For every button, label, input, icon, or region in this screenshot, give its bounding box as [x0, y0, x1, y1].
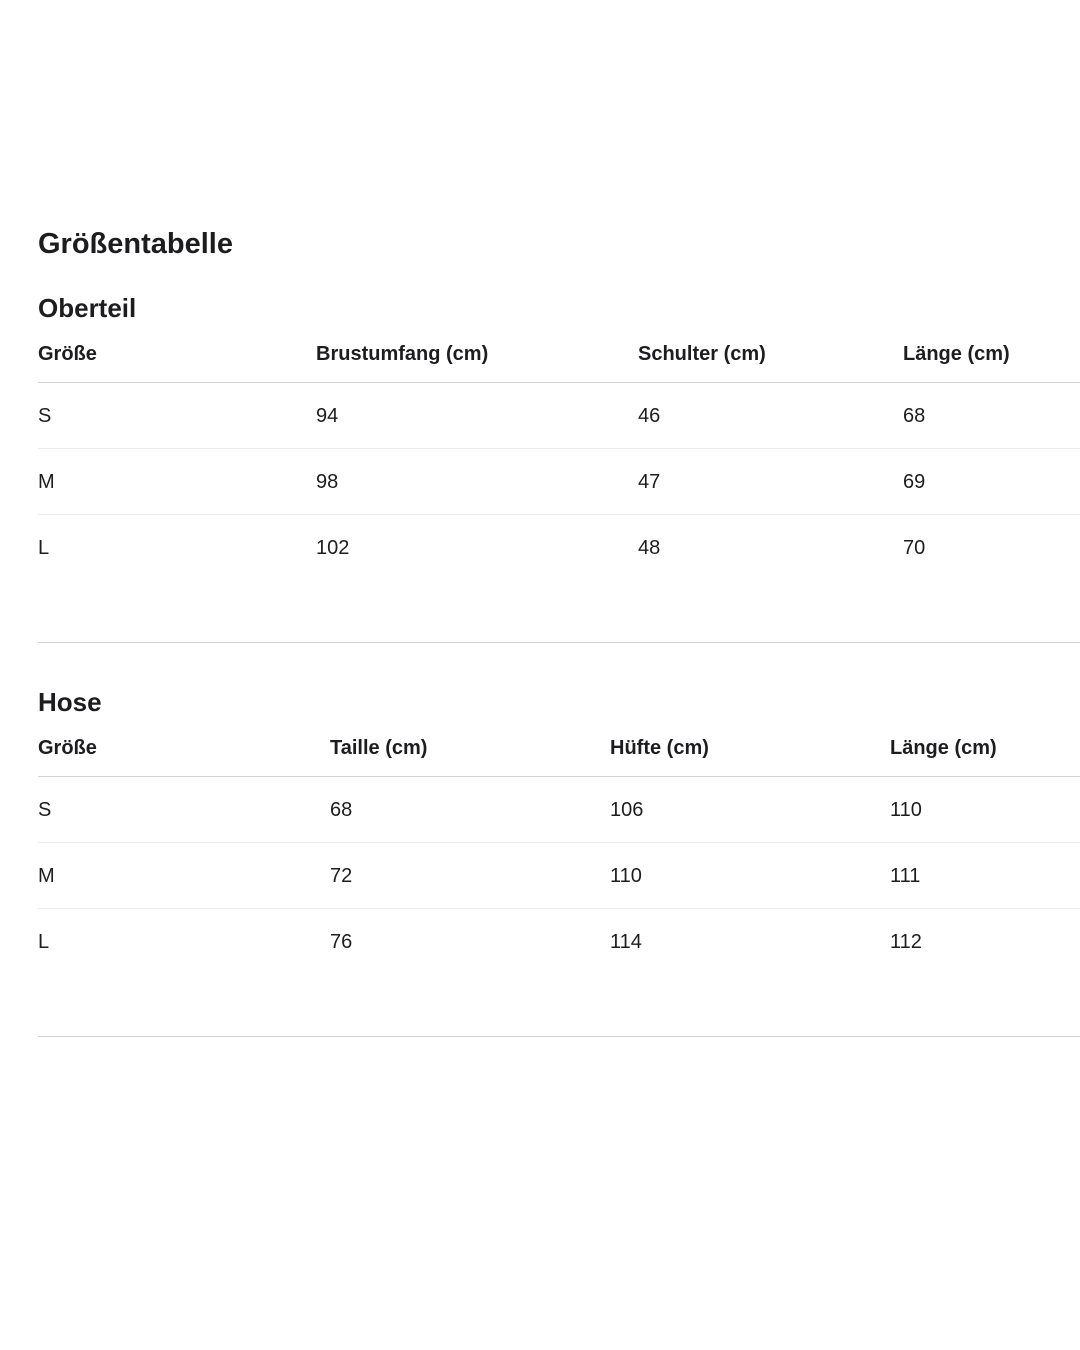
table-cell: M: [38, 449, 316, 515]
hose-size-table: [38, 734, 1080, 974]
table-cell: 111: [890, 843, 1080, 909]
table-cell: 110: [610, 843, 890, 909]
table-cell: 69: [903, 449, 1080, 515]
table-cell: 112: [890, 930, 922, 953]
hose-section: [38, 684, 1080, 1037]
table-cell: 46: [638, 383, 903, 449]
table-cell: 76: [330, 930, 353, 953]
column-header-waist: Taille (cm): [330, 734, 610, 777]
table-cell: 47: [638, 449, 903, 515]
table-cell: 114: [610, 930, 642, 953]
column-header-shoulder: Schulter (cm): [638, 340, 903, 383]
table-cell: 98: [316, 449, 638, 515]
table-cell: L: [38, 536, 50, 559]
table-cell: 94: [316, 383, 638, 449]
column-header-size: Größe: [38, 734, 330, 777]
column-header-size: Größe: [38, 340, 316, 383]
column-header-hip: Hüfte (cm): [610, 734, 890, 777]
section-divider: [38, 642, 1080, 643]
table-row: [38, 777, 1080, 843]
size-chart-page: [38, 0, 1080, 1350]
table-cell: S: [38, 777, 330, 843]
table-cell: M: [38, 843, 330, 909]
table-cell: 70: [903, 536, 926, 559]
table-row: [38, 515, 1080, 581]
table-row: [38, 449, 1080, 515]
table-cell: 102: [316, 536, 350, 559]
table-cell: S: [38, 383, 316, 449]
section-divider: [38, 1036, 1080, 1037]
table-header-row: [38, 340, 1080, 383]
table-cell: 106: [610, 777, 890, 843]
table-cell: 68: [330, 777, 610, 843]
oberteil-section: [38, 290, 1080, 643]
table-row: [38, 909, 1080, 975]
table-cell: 110: [890, 777, 1080, 843]
table-header-row: [38, 734, 1080, 777]
table-cell: 68: [903, 383, 1080, 449]
page-title: Größentabelle: [38, 228, 233, 260]
column-header-chest: Brustumfang (cm): [316, 340, 638, 383]
column-header-length: Länge (cm): [903, 340, 1080, 383]
oberteil-size-table: [38, 340, 1080, 580]
table-row: [38, 843, 1080, 909]
column-header-length: Länge (cm): [890, 734, 1080, 777]
table-cell: 48: [638, 536, 661, 559]
section-title-hose: Hose: [38, 687, 102, 717]
table-cell: L: [38, 930, 50, 953]
section-title-oberteil: Oberteil: [38, 293, 137, 323]
table-row: [38, 383, 1080, 449]
table-cell: 72: [330, 843, 610, 909]
